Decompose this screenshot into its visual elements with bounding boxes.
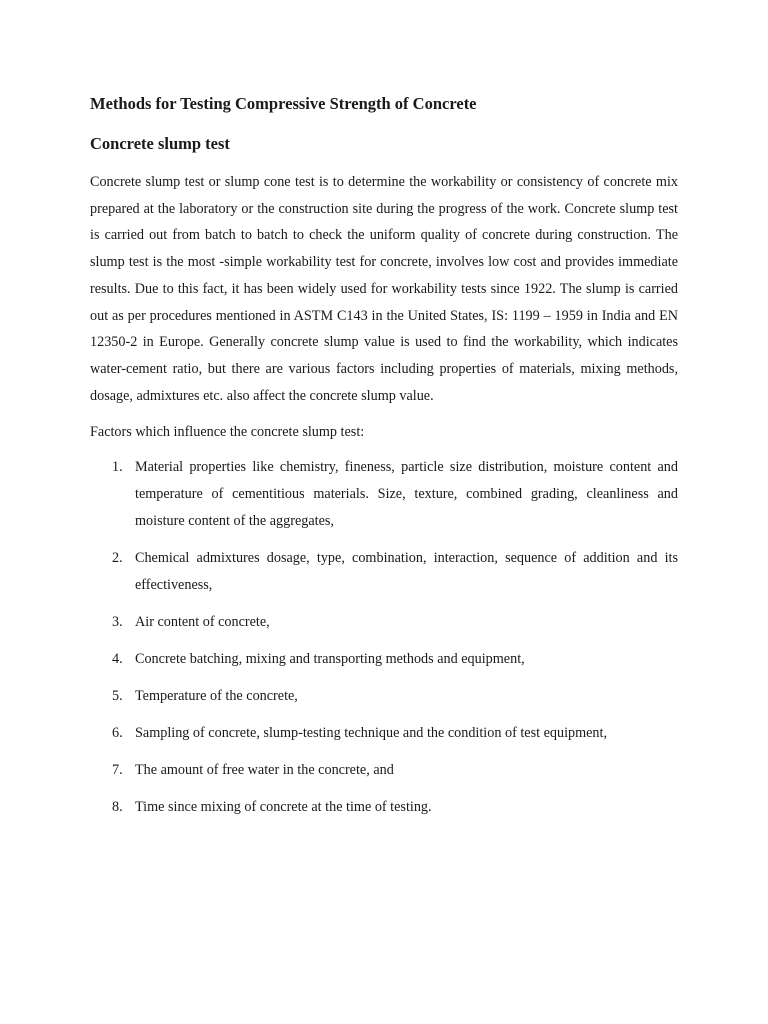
- factor-item: [90, 757, 678, 784]
- section-heading: Concrete slump test: [90, 134, 230, 153]
- factor-number: 5.: [112, 688, 123, 705]
- body-paragraph: Concrete slump test or slump cone test is to determine the workability or consistency of concrete mix prepared at the laboratory or the construction site during the progress of the work. Concrete slump test is carried out from batch to batch to check the uniform quality of concrete during construction. The slump test is the most -simple workability test for concrete, involves low cost and provides immediate results. Due to this fact, it has been widely used for workability tests since 1922. The slump is carried out as per procedures mentioned in ASTM C143 in the United States, IS: 1199 – 1959 in India and EN 12350-2 in Europe. Generally concrete slump value is used to find the workability, which indicates water-cement ratio, but there are various factors including properties of materials, mixing methods, dosage, admixtures etc. also affect the concrete slump value.: [90, 174, 678, 404]
- factor-number: 6.: [112, 725, 123, 742]
- factor-text: Chemical admixtures dosage, type, combination, interaction, sequence of addition and its effectiveness,: [135, 550, 678, 594]
- factor-text: Temperature of the concrete,: [135, 688, 298, 705]
- factor-item: [90, 646, 678, 673]
- factor-item: [90, 683, 678, 710]
- factor-number: 3.: [112, 614, 123, 631]
- factor-item: [90, 454, 678, 535]
- factors-intro: Factors which influence the concrete slump test:: [90, 424, 365, 441]
- factor-text: The amount of free water in the concrete, and: [135, 762, 394, 779]
- factor-item: [90, 609, 678, 636]
- document-title: Methods for Testing Compressive Strength of Concrete: [90, 94, 477, 113]
- factor-item: [90, 545, 678, 599]
- factor-text: Time since mixing of concrete at the time of testing.: [135, 799, 432, 816]
- factor-item: [90, 720, 678, 747]
- factor-text: Concrete batching, mixing and transporting methods and equipment,: [135, 651, 525, 668]
- factor-number: 7.: [112, 762, 123, 779]
- factors-list: [90, 454, 678, 821]
- factor-item: [90, 794, 678, 821]
- factor-text: Sampling of concrete, slump-testing technique and the condition of test equipment,: [135, 725, 608, 742]
- factor-number: 8.: [112, 799, 123, 816]
- factor-number: 1.: [112, 459, 123, 476]
- factor-text: Air content of concrete,: [135, 614, 270, 631]
- factor-text: Material properties like chemistry, fineness, particle size distribution, moisture content and temperature of cementitious materials. Size, texture, combined grading, cleanliness and moisture content of the aggregates,: [135, 459, 678, 530]
- document-page: [90, 92, 678, 831]
- factor-number: 4.: [112, 651, 123, 668]
- factor-number: 2.: [112, 550, 123, 567]
